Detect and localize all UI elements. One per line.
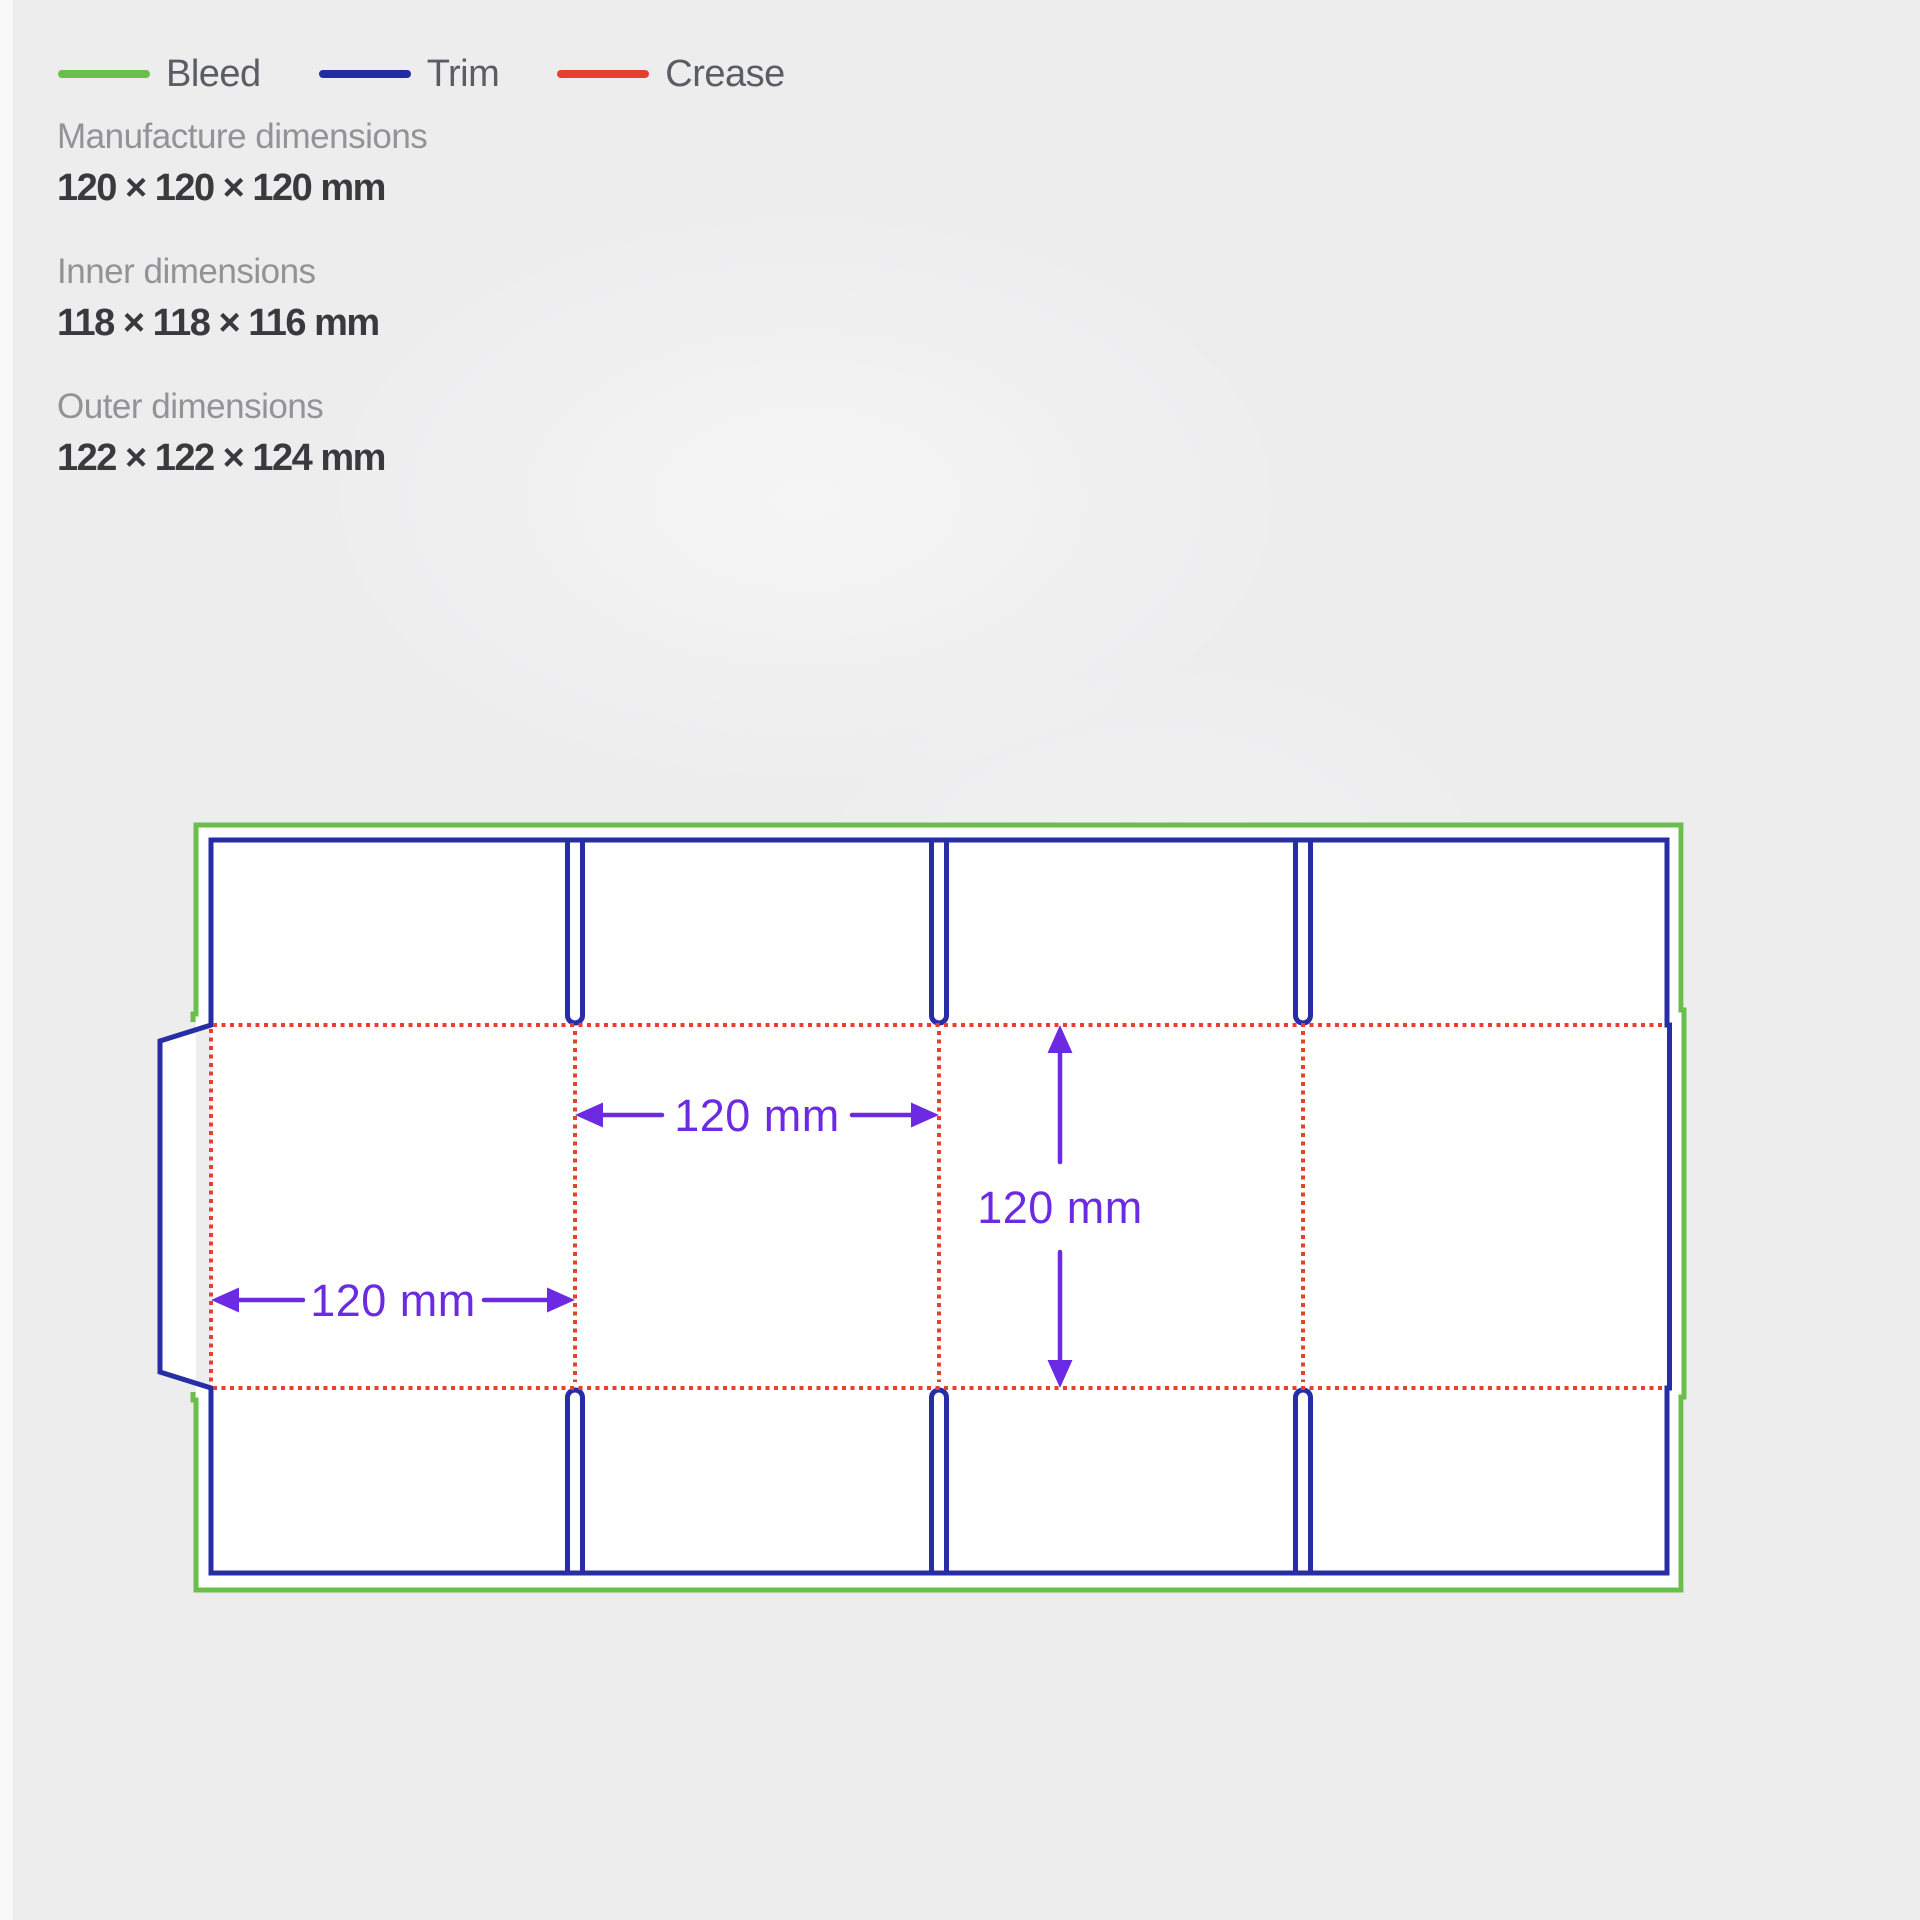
dim-label-panel-height: 120 mm: [977, 1182, 1143, 1233]
manufacture-dimensions-label: Manufacture dimensions: [57, 117, 428, 156]
dim-label-left-panel: 120 mm: [310, 1275, 476, 1326]
legend-label-crease: Crease: [665, 52, 785, 95]
inner-dimensions-label: Inner dimensions: [57, 252, 316, 291]
outer-dimensions-label: Outer dimensions: [57, 387, 324, 426]
legend-label-bleed: Bleed: [166, 52, 261, 95]
dim-label-middle-panel: 120 mm: [674, 1090, 840, 1141]
dieline-sheet-fill: [160, 825, 1684, 1590]
manufacture-dimensions-value: 120 × 120 × 120 mm: [57, 167, 385, 209]
sheet-fill-shape: [160, 825, 1684, 1590]
outer-dimensions-value: 122 × 122 × 124 mm: [57, 437, 385, 479]
legend-label-trim: Trim: [426, 52, 500, 95]
inner-dimensions-value: 118 × 118 × 116 mm: [57, 302, 379, 344]
